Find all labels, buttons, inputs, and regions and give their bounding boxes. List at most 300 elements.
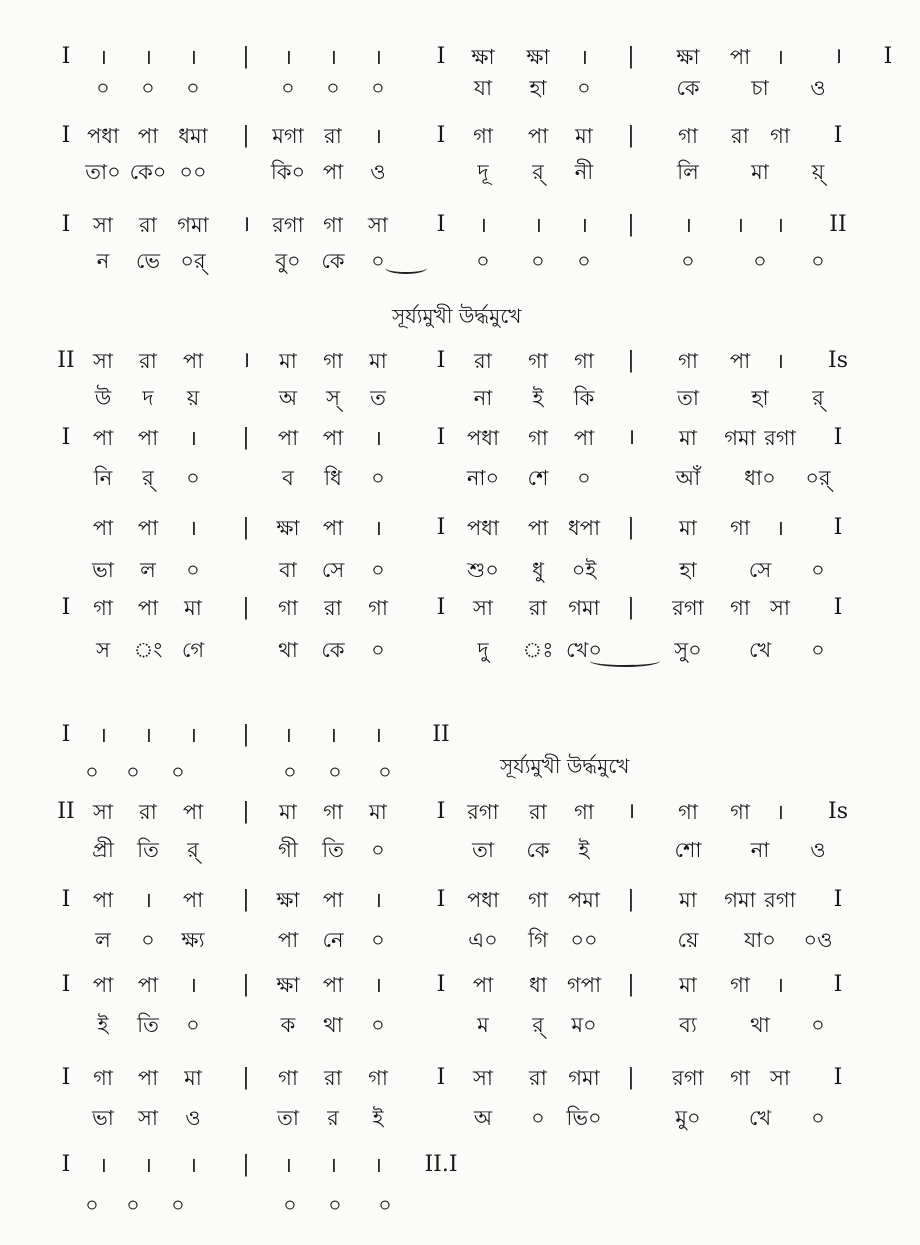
swara-note: । bbox=[684, 213, 692, 237]
lyric-syllable: আঁ bbox=[675, 466, 701, 490]
lyric-syllable: শো bbox=[674, 838, 702, 862]
lyric-row bbox=[0, 152, 920, 192]
swara-note: পা bbox=[527, 124, 549, 148]
lyric-syllable: পা bbox=[322, 160, 344, 184]
lyric-syllable: ক্ষ্য bbox=[181, 928, 205, 952]
swara-note: গা bbox=[730, 800, 750, 824]
lyric-syllable: তি bbox=[322, 838, 344, 862]
swara-note: সা bbox=[473, 596, 493, 620]
swara-note: । bbox=[189, 973, 197, 997]
swara-note: পা bbox=[527, 516, 549, 540]
bar-line: | bbox=[242, 1152, 250, 1177]
swara-note: সা bbox=[770, 1066, 790, 1090]
swara-note: পা bbox=[92, 516, 114, 540]
lyric-row bbox=[0, 1005, 920, 1045]
bar-line: | bbox=[627, 1065, 635, 1090]
swara-note: গা bbox=[473, 124, 493, 148]
swara-note: । bbox=[284, 45, 292, 69]
swara-note: । bbox=[144, 723, 152, 747]
lyric-syllable: ০ bbox=[371, 1013, 385, 1037]
swara-note: ধা bbox=[529, 973, 547, 997]
lyric-syllable: সু০ bbox=[674, 638, 702, 662]
swara-note: । bbox=[189, 45, 197, 69]
bar-line: । bbox=[626, 799, 636, 824]
swara-note: পা bbox=[322, 516, 344, 540]
swara-note: রা bbox=[324, 596, 342, 620]
swara-note: ক্ষা bbox=[526, 45, 550, 69]
swara-note: । bbox=[189, 516, 197, 540]
lyric-syllable: ০ bbox=[681, 249, 695, 273]
swara-note: গা bbox=[730, 973, 750, 997]
swara-note: । bbox=[189, 723, 197, 747]
lyric-syllable: কে bbox=[526, 838, 550, 862]
bar-line: I bbox=[833, 425, 843, 450]
swara-note: পা bbox=[182, 349, 204, 373]
swara-note: মা bbox=[369, 800, 387, 824]
bar-line: | bbox=[242, 972, 250, 997]
lyric-syllable: ০ bbox=[328, 760, 342, 784]
lyric-syllable: ০ই bbox=[571, 558, 597, 582]
lyric-syllable: ঃ bbox=[522, 638, 554, 662]
lyric-syllable: র্ bbox=[187, 838, 199, 862]
lyric-syllable: থা bbox=[323, 1013, 343, 1037]
section-heading-1: সূর্য্যমুখী উর্দ্ধমুখে bbox=[392, 304, 522, 328]
swara-note: পধা bbox=[466, 516, 500, 540]
swara-note: রা bbox=[139, 349, 157, 373]
bar-line: I bbox=[883, 44, 893, 69]
lyric-row bbox=[0, 458, 920, 498]
lyric-syllable: ব্য bbox=[679, 1013, 697, 1037]
bar-line: I bbox=[436, 887, 446, 912]
lyric-syllable: ০ও bbox=[803, 928, 833, 952]
swara-note: ধপা bbox=[567, 516, 601, 540]
bar-line: | bbox=[627, 515, 635, 540]
bar-line: | bbox=[627, 212, 635, 237]
lyric-syllable: ০ bbox=[126, 1193, 140, 1217]
swara-row bbox=[0, 508, 920, 548]
lyric-syllable: নী bbox=[574, 160, 594, 184]
swara-note: রা bbox=[529, 1066, 547, 1090]
swara-note: পধা bbox=[466, 426, 500, 450]
lyric-row bbox=[0, 920, 920, 960]
lyric-syllable: ০ bbox=[85, 760, 99, 784]
bar-line: I bbox=[61, 722, 71, 747]
swara-note: পা bbox=[92, 973, 114, 997]
lyric-syllable: মু০ bbox=[675, 1106, 701, 1130]
bar-line: | bbox=[627, 44, 635, 69]
bar-line: | bbox=[242, 595, 250, 620]
swara-note: গা bbox=[528, 888, 548, 912]
lyric-syllable: র bbox=[327, 1106, 339, 1130]
swara-note: গমা bbox=[724, 888, 756, 912]
swara-note: । bbox=[284, 723, 292, 747]
bar-line: I bbox=[61, 1065, 71, 1090]
lyric-syllable: সে bbox=[748, 558, 772, 582]
slur-mark bbox=[385, 262, 427, 274]
lyric-syllable: ০ bbox=[811, 1013, 825, 1037]
bar-line: | bbox=[242, 515, 250, 540]
bar-line: II bbox=[829, 212, 847, 237]
swara-note: । bbox=[144, 888, 152, 912]
swara-note: রা bbox=[529, 596, 547, 620]
lyric-syllable: তি bbox=[137, 838, 159, 862]
swara-note: গা bbox=[323, 800, 343, 824]
swara-note: পা bbox=[137, 426, 159, 450]
swara-note: । bbox=[329, 1153, 337, 1177]
lyric-syllable: ০ bbox=[281, 76, 295, 100]
lyric-syllable: ই bbox=[532, 386, 544, 410]
bar-line: II bbox=[432, 722, 450, 747]
bar-line: I bbox=[436, 348, 446, 373]
swara-note: ক্ষা bbox=[276, 516, 300, 540]
swara-row bbox=[0, 116, 920, 156]
swara-note: রগা bbox=[272, 213, 304, 237]
swara-note: ক্ষা bbox=[276, 888, 300, 912]
lyric-syllable: ম০ bbox=[571, 1013, 597, 1037]
lyric-syllable: ০ bbox=[811, 249, 825, 273]
swara-note: মা bbox=[679, 973, 697, 997]
lyric-syllable: এ০ bbox=[468, 928, 498, 952]
bar-line: | bbox=[242, 425, 250, 450]
lyric-syllable: ভি০ bbox=[566, 1106, 602, 1130]
lyric-syllable: তা bbox=[277, 1106, 299, 1130]
lyric-syllable: র্ bbox=[532, 1013, 544, 1037]
swara-note: । bbox=[374, 516, 382, 540]
lyric-syllable: র্ bbox=[812, 386, 824, 410]
lyric-syllable: ০ bbox=[283, 1193, 297, 1217]
swara-note: গমা bbox=[724, 426, 756, 450]
swara-row bbox=[0, 205, 920, 245]
swara-note: । bbox=[329, 45, 337, 69]
lyric-row bbox=[0, 830, 920, 870]
lyric-syllable: ০০ bbox=[570, 928, 598, 952]
lyric-syllable: ০ bbox=[186, 466, 200, 490]
swara-note: গা bbox=[278, 596, 298, 620]
swara-note: গমা bbox=[177, 213, 209, 237]
swara-note: পা bbox=[729, 349, 751, 373]
lyric-row bbox=[0, 1185, 920, 1225]
lyric-syllable: না bbox=[473, 386, 493, 410]
lyric-row bbox=[0, 241, 920, 281]
lyric-syllable: ০ bbox=[141, 76, 155, 100]
lyric-syllable: কে bbox=[321, 638, 345, 662]
lyric-syllable: ধা০ bbox=[744, 466, 776, 490]
swara-row bbox=[0, 965, 920, 1005]
lyric-syllable: লি bbox=[677, 160, 699, 184]
bar-line: | bbox=[242, 799, 250, 824]
lyric-syllable: না bbox=[750, 838, 770, 862]
swara-note: পা bbox=[137, 1066, 159, 1090]
lyric-syllable: অ bbox=[278, 386, 298, 410]
bar-line: I bbox=[61, 44, 71, 69]
bar-line: Is bbox=[828, 348, 848, 373]
bar-line: I bbox=[833, 123, 843, 148]
bar-line: I bbox=[61, 972, 71, 997]
bar-line: | bbox=[627, 123, 635, 148]
swara-note: পা bbox=[92, 426, 114, 450]
swara-note: । bbox=[776, 349, 784, 373]
bar-line: II.I bbox=[424, 1152, 458, 1177]
lyric-syllable: গী bbox=[278, 838, 298, 862]
lyric-syllable: ০ bbox=[85, 1193, 99, 1217]
lyric-syllable: ০ bbox=[371, 249, 385, 273]
lyric-syllable: শু০ bbox=[467, 558, 499, 582]
bar-line: I bbox=[436, 595, 446, 620]
swara-note: । bbox=[580, 213, 588, 237]
swara-note: পা bbox=[182, 888, 204, 912]
swara-note: গা bbox=[528, 426, 548, 450]
lyric-syllable: ০ bbox=[141, 928, 155, 952]
lyric-syllable: ০ bbox=[811, 638, 825, 662]
lyric-syllable: তি bbox=[137, 1013, 159, 1037]
lyric-syllable: ও bbox=[370, 160, 386, 184]
lyric-syllable: ও bbox=[810, 838, 826, 862]
swara-note: পা bbox=[322, 888, 344, 912]
swara-note: গমা bbox=[568, 1066, 600, 1090]
swara-note: মা bbox=[369, 349, 387, 373]
lyric-syllable: ং bbox=[133, 638, 163, 662]
lyric-syllable: য় bbox=[186, 386, 200, 410]
lyric-syllable: ০ bbox=[283, 760, 297, 784]
bar-line: | bbox=[627, 348, 635, 373]
swara-note: পা bbox=[573, 426, 595, 450]
swara-note: মা bbox=[279, 800, 297, 824]
swara-note: সা bbox=[770, 596, 790, 620]
swara-note: । bbox=[374, 888, 382, 912]
lyric-syllable: ০ bbox=[531, 249, 545, 273]
swara-note: ক্ষা bbox=[471, 45, 495, 69]
lyric-syllable: কে bbox=[321, 249, 345, 273]
swara-row bbox=[0, 588, 920, 628]
swara-note: পা bbox=[729, 45, 751, 69]
lyric-syllable: ০ bbox=[531, 1106, 545, 1130]
swara-note: গমা bbox=[568, 596, 600, 620]
lyric-syllable: ই bbox=[97, 1013, 109, 1037]
swara-note: । bbox=[374, 124, 382, 148]
lyric-syllable: ০ bbox=[186, 558, 200, 582]
lyric-syllable: ল bbox=[140, 558, 156, 582]
lyric-syllable: স্ bbox=[326, 386, 340, 410]
swara-note: ক্ষা bbox=[276, 973, 300, 997]
bar-line: II bbox=[57, 799, 75, 824]
lyric-syllable: ০ bbox=[171, 760, 185, 784]
swara-note: গা bbox=[93, 1066, 113, 1090]
swara-row bbox=[0, 792, 920, 832]
swara-note: গা bbox=[678, 349, 698, 373]
swara-note: । bbox=[374, 973, 382, 997]
lyric-syllable: দু bbox=[477, 638, 489, 662]
lyric-syllable: ধি bbox=[324, 466, 342, 490]
swara-note: পা bbox=[92, 888, 114, 912]
lyric-syllable: থা bbox=[750, 1013, 770, 1037]
lyric-syllable: গি bbox=[528, 928, 548, 952]
lyric-syllable: ০ bbox=[378, 760, 392, 784]
bar-line: । bbox=[833, 44, 843, 69]
lyric-syllable: ০র্ bbox=[180, 249, 206, 273]
lyric-syllable: ন bbox=[96, 249, 110, 273]
lyric-syllable: ০ bbox=[577, 76, 591, 100]
bar-line: I bbox=[436, 44, 446, 69]
swara-note: গা bbox=[678, 124, 698, 148]
swara-note: গা bbox=[730, 1066, 750, 1090]
swara-note: । bbox=[374, 723, 382, 747]
lyric-syllable: উ bbox=[94, 386, 112, 410]
swara-note: গা bbox=[574, 349, 594, 373]
swara-note: পা bbox=[472, 973, 494, 997]
lyric-syllable: ০র্ bbox=[805, 466, 831, 490]
bar-line: I bbox=[61, 425, 71, 450]
lyric-syllable: গে bbox=[181, 638, 205, 662]
lyric-row bbox=[0, 1098, 920, 1138]
lyric-syllable: কি০ bbox=[270, 160, 306, 184]
swara-note: সা bbox=[368, 213, 388, 237]
swara-note: মা bbox=[279, 349, 297, 373]
swara-row bbox=[0, 1058, 920, 1098]
swara-note: । bbox=[776, 800, 784, 824]
swara-note: । bbox=[776, 213, 784, 237]
swara-note: । bbox=[189, 1153, 197, 1177]
swara-note: গা bbox=[528, 349, 548, 373]
lyric-syllable: ০ bbox=[171, 1193, 185, 1217]
lyric-syllable: ০ bbox=[371, 928, 385, 952]
bar-line: | bbox=[627, 887, 635, 912]
swara-note: গা bbox=[770, 124, 790, 148]
bar-line: I bbox=[61, 123, 71, 148]
bar-line: I bbox=[833, 972, 843, 997]
lyric-row bbox=[0, 68, 920, 108]
swara-note: । bbox=[374, 45, 382, 69]
swara-note: । bbox=[776, 516, 784, 540]
lyric-syllable: ০ bbox=[577, 466, 591, 490]
swara-note: ধমা bbox=[178, 124, 208, 148]
lyric-row bbox=[0, 752, 920, 792]
swara-note: মা bbox=[679, 426, 697, 450]
swara-row bbox=[0, 1145, 920, 1185]
lyric-syllable: ও bbox=[185, 1106, 201, 1130]
swara-note: রগা bbox=[672, 1066, 704, 1090]
swara-note: পা bbox=[137, 973, 159, 997]
swara-note: গা bbox=[678, 800, 698, 824]
lyric-syllable: ০ bbox=[371, 838, 385, 862]
bar-line: । bbox=[626, 425, 636, 450]
lyric-syllable: সে bbox=[321, 558, 345, 582]
lyric-syllable: খে০ bbox=[566, 638, 602, 662]
swara-note: রা bbox=[529, 800, 547, 824]
lyric-syllable: যা bbox=[473, 76, 493, 100]
swara-note: পমা bbox=[567, 888, 601, 912]
lyric-syllable: পা bbox=[277, 928, 299, 952]
lyric-syllable: হা bbox=[529, 76, 547, 100]
bar-line: Is bbox=[828, 799, 848, 824]
bar-line: | bbox=[627, 595, 635, 620]
swara-note: গা bbox=[730, 516, 750, 540]
lyric-syllable: য়্ bbox=[811, 160, 825, 184]
bar-line: I bbox=[436, 212, 446, 237]
lyric-syllable: ০ bbox=[753, 249, 767, 273]
swara-note: পা bbox=[182, 800, 204, 824]
lyric-syllable: য়ে bbox=[677, 928, 699, 952]
swara-note: গা bbox=[368, 596, 388, 620]
lyric-syllable: মা bbox=[751, 160, 769, 184]
lyric-syllable: ০ bbox=[811, 1106, 825, 1130]
lyric-syllable: ধু bbox=[532, 558, 544, 582]
lyric-syllable: না০ bbox=[466, 466, 500, 490]
swara-note: রগা bbox=[467, 800, 499, 824]
bar-line: I bbox=[436, 799, 446, 824]
bar-line: | bbox=[242, 123, 250, 148]
lyric-syllable: দূ bbox=[477, 160, 489, 184]
lyric-syllable: শে bbox=[527, 466, 549, 490]
swara-note: গা bbox=[323, 213, 343, 237]
swara-row bbox=[0, 341, 920, 381]
bar-line: I bbox=[833, 1065, 843, 1090]
lyric-syllable: স bbox=[96, 638, 110, 662]
lyric-syllable: ব bbox=[282, 466, 294, 490]
swara-note: পা bbox=[322, 426, 344, 450]
swara-note: । bbox=[284, 1153, 292, 1177]
lyric-syllable: প্রী bbox=[92, 838, 114, 862]
swara-note: সা bbox=[93, 213, 113, 237]
swara-note: গা bbox=[93, 596, 113, 620]
swara-note: । bbox=[374, 426, 382, 450]
bar-line: I bbox=[833, 515, 843, 540]
lyric-syllable: খে bbox=[748, 1106, 772, 1130]
swara-row bbox=[0, 418, 920, 458]
swara-note: রা bbox=[324, 124, 342, 148]
lyric-syllable: ই bbox=[578, 838, 590, 862]
lyric-syllable: র্ bbox=[532, 160, 544, 184]
swara-row bbox=[0, 715, 920, 755]
section-heading-2: সূর্য্যমুখী উর্দ্ধমুখে bbox=[500, 754, 630, 778]
lyric-syllable: ০ bbox=[378, 1193, 392, 1217]
lyric-syllable: কি bbox=[573, 386, 595, 410]
swara-note: গা bbox=[278, 1066, 298, 1090]
lyric-syllable: ০ bbox=[371, 76, 385, 100]
lyric-syllable: তা bbox=[472, 838, 494, 862]
lyric-syllable: কে০ bbox=[129, 160, 167, 184]
swara-note: পা bbox=[322, 973, 344, 997]
bar-line: । bbox=[241, 348, 251, 373]
swara-note: । bbox=[99, 1153, 107, 1177]
bar-line: । bbox=[241, 212, 251, 237]
bar-line: | bbox=[242, 1065, 250, 1090]
swara-note: মা bbox=[679, 888, 697, 912]
bar-line: I bbox=[833, 595, 843, 620]
swara-note: পা bbox=[137, 596, 159, 620]
lyric-syllable: ০ bbox=[186, 76, 200, 100]
swara-note: গা bbox=[730, 596, 750, 620]
bar-line: I bbox=[61, 212, 71, 237]
swara-row bbox=[0, 880, 920, 920]
swara-note: সা bbox=[93, 800, 113, 824]
bar-line: I bbox=[436, 123, 446, 148]
lyric-syllable: দ bbox=[142, 386, 154, 410]
bar-line: I bbox=[833, 887, 843, 912]
lyric-syllable: ভা bbox=[92, 558, 114, 582]
swara-note: । bbox=[374, 1153, 382, 1177]
swara-note: মা bbox=[184, 596, 202, 620]
bar-line: I bbox=[436, 425, 446, 450]
swara-note: রা bbox=[139, 213, 157, 237]
lyric-syllable: তা০ bbox=[85, 160, 121, 184]
lyric-syllable: ০ bbox=[328, 1193, 342, 1217]
lyric-syllable: ০ bbox=[577, 249, 591, 273]
swara-note: মা bbox=[575, 124, 593, 148]
swara-note: রগা bbox=[764, 888, 796, 912]
lyric-syllable: নি bbox=[93, 466, 113, 490]
bar-line: I bbox=[436, 1065, 446, 1090]
lyric-syllable: ০ bbox=[96, 76, 110, 100]
